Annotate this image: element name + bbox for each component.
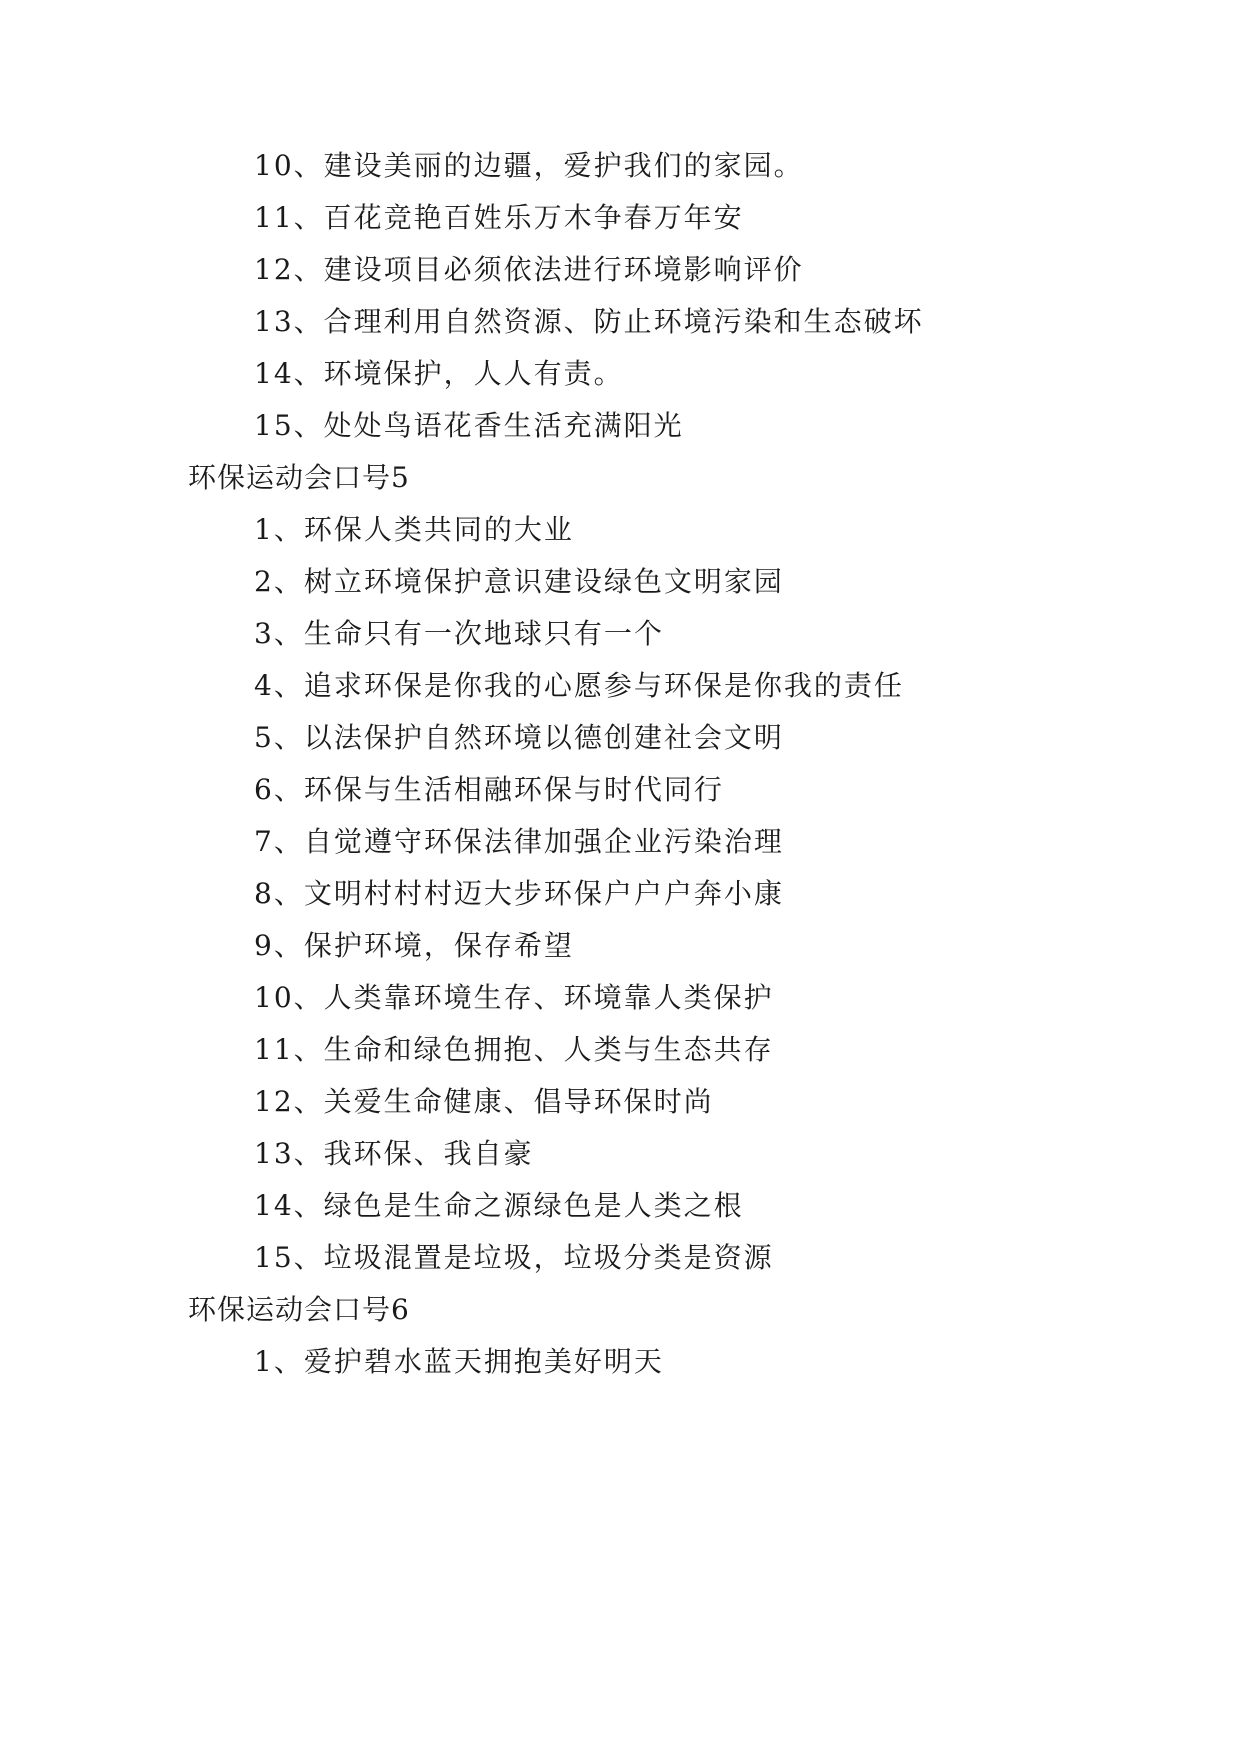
slogan-item: 3、生命只有一次地球只有一个 (254, 617, 664, 650)
slogan-item: 14、环境保护，人人有责。 (254, 357, 624, 390)
slogan-item: 7、自觉遵守环保法律加强企业污染治理 (254, 825, 784, 858)
slogan-item: 13、合理利用自然资源、防止环境污染和生态破坏 (254, 305, 924, 338)
slogan-item: 9、保护环境，保存希望 (254, 929, 574, 962)
slogan-item: 12、关爱生命健康、倡导环保时尚 (254, 1085, 714, 1118)
slogan-item: 11、生命和绿色拥抱、人类与生态共存 (254, 1033, 774, 1066)
slogan-item: 10、人类靠环境生存、环境靠人类保护 (254, 981, 774, 1014)
slogan-item: 4、追求环保是你我的心愿参与环保是你我的责任 (254, 669, 904, 702)
section-heading: 环保运动会口号6 (188, 1293, 410, 1326)
section-heading: 环保运动会口号5 (188, 461, 410, 494)
slogan-item: 1、环保人类共同的大业 (254, 513, 574, 546)
slogan-item: 1、爱护碧水蓝天拥抱美好明天 (254, 1345, 664, 1378)
slogan-item: 12、建设项目必须依法进行环境影响评价 (254, 253, 804, 286)
slogan-item: 15、处处鸟语花香生活充满阳光 (254, 409, 684, 442)
slogan-item: 15、垃圾混置是垃圾，垃圾分类是资源 (254, 1241, 774, 1274)
slogan-item: 6、环保与生活相融环保与时代同行 (254, 773, 724, 806)
slogan-item: 14、绿色是生命之源绿色是人类之根 (254, 1189, 744, 1222)
slogan-item: 8、文明村村村迈大步环保户户户奔小康 (254, 877, 784, 910)
slogan-item: 5、以法保护自然环境以德创建社会文明 (254, 721, 784, 754)
slogan-item: 10、建设美丽的边疆，爱护我们的家园。 (254, 149, 804, 182)
slogan-item: 11、百花竞艳百姓乐万木争春万年安 (254, 201, 744, 234)
slogan-item: 2、树立环境保护意识建设绿色文明家园 (254, 565, 784, 598)
slogan-item: 13、我环保、我自豪 (254, 1137, 534, 1170)
